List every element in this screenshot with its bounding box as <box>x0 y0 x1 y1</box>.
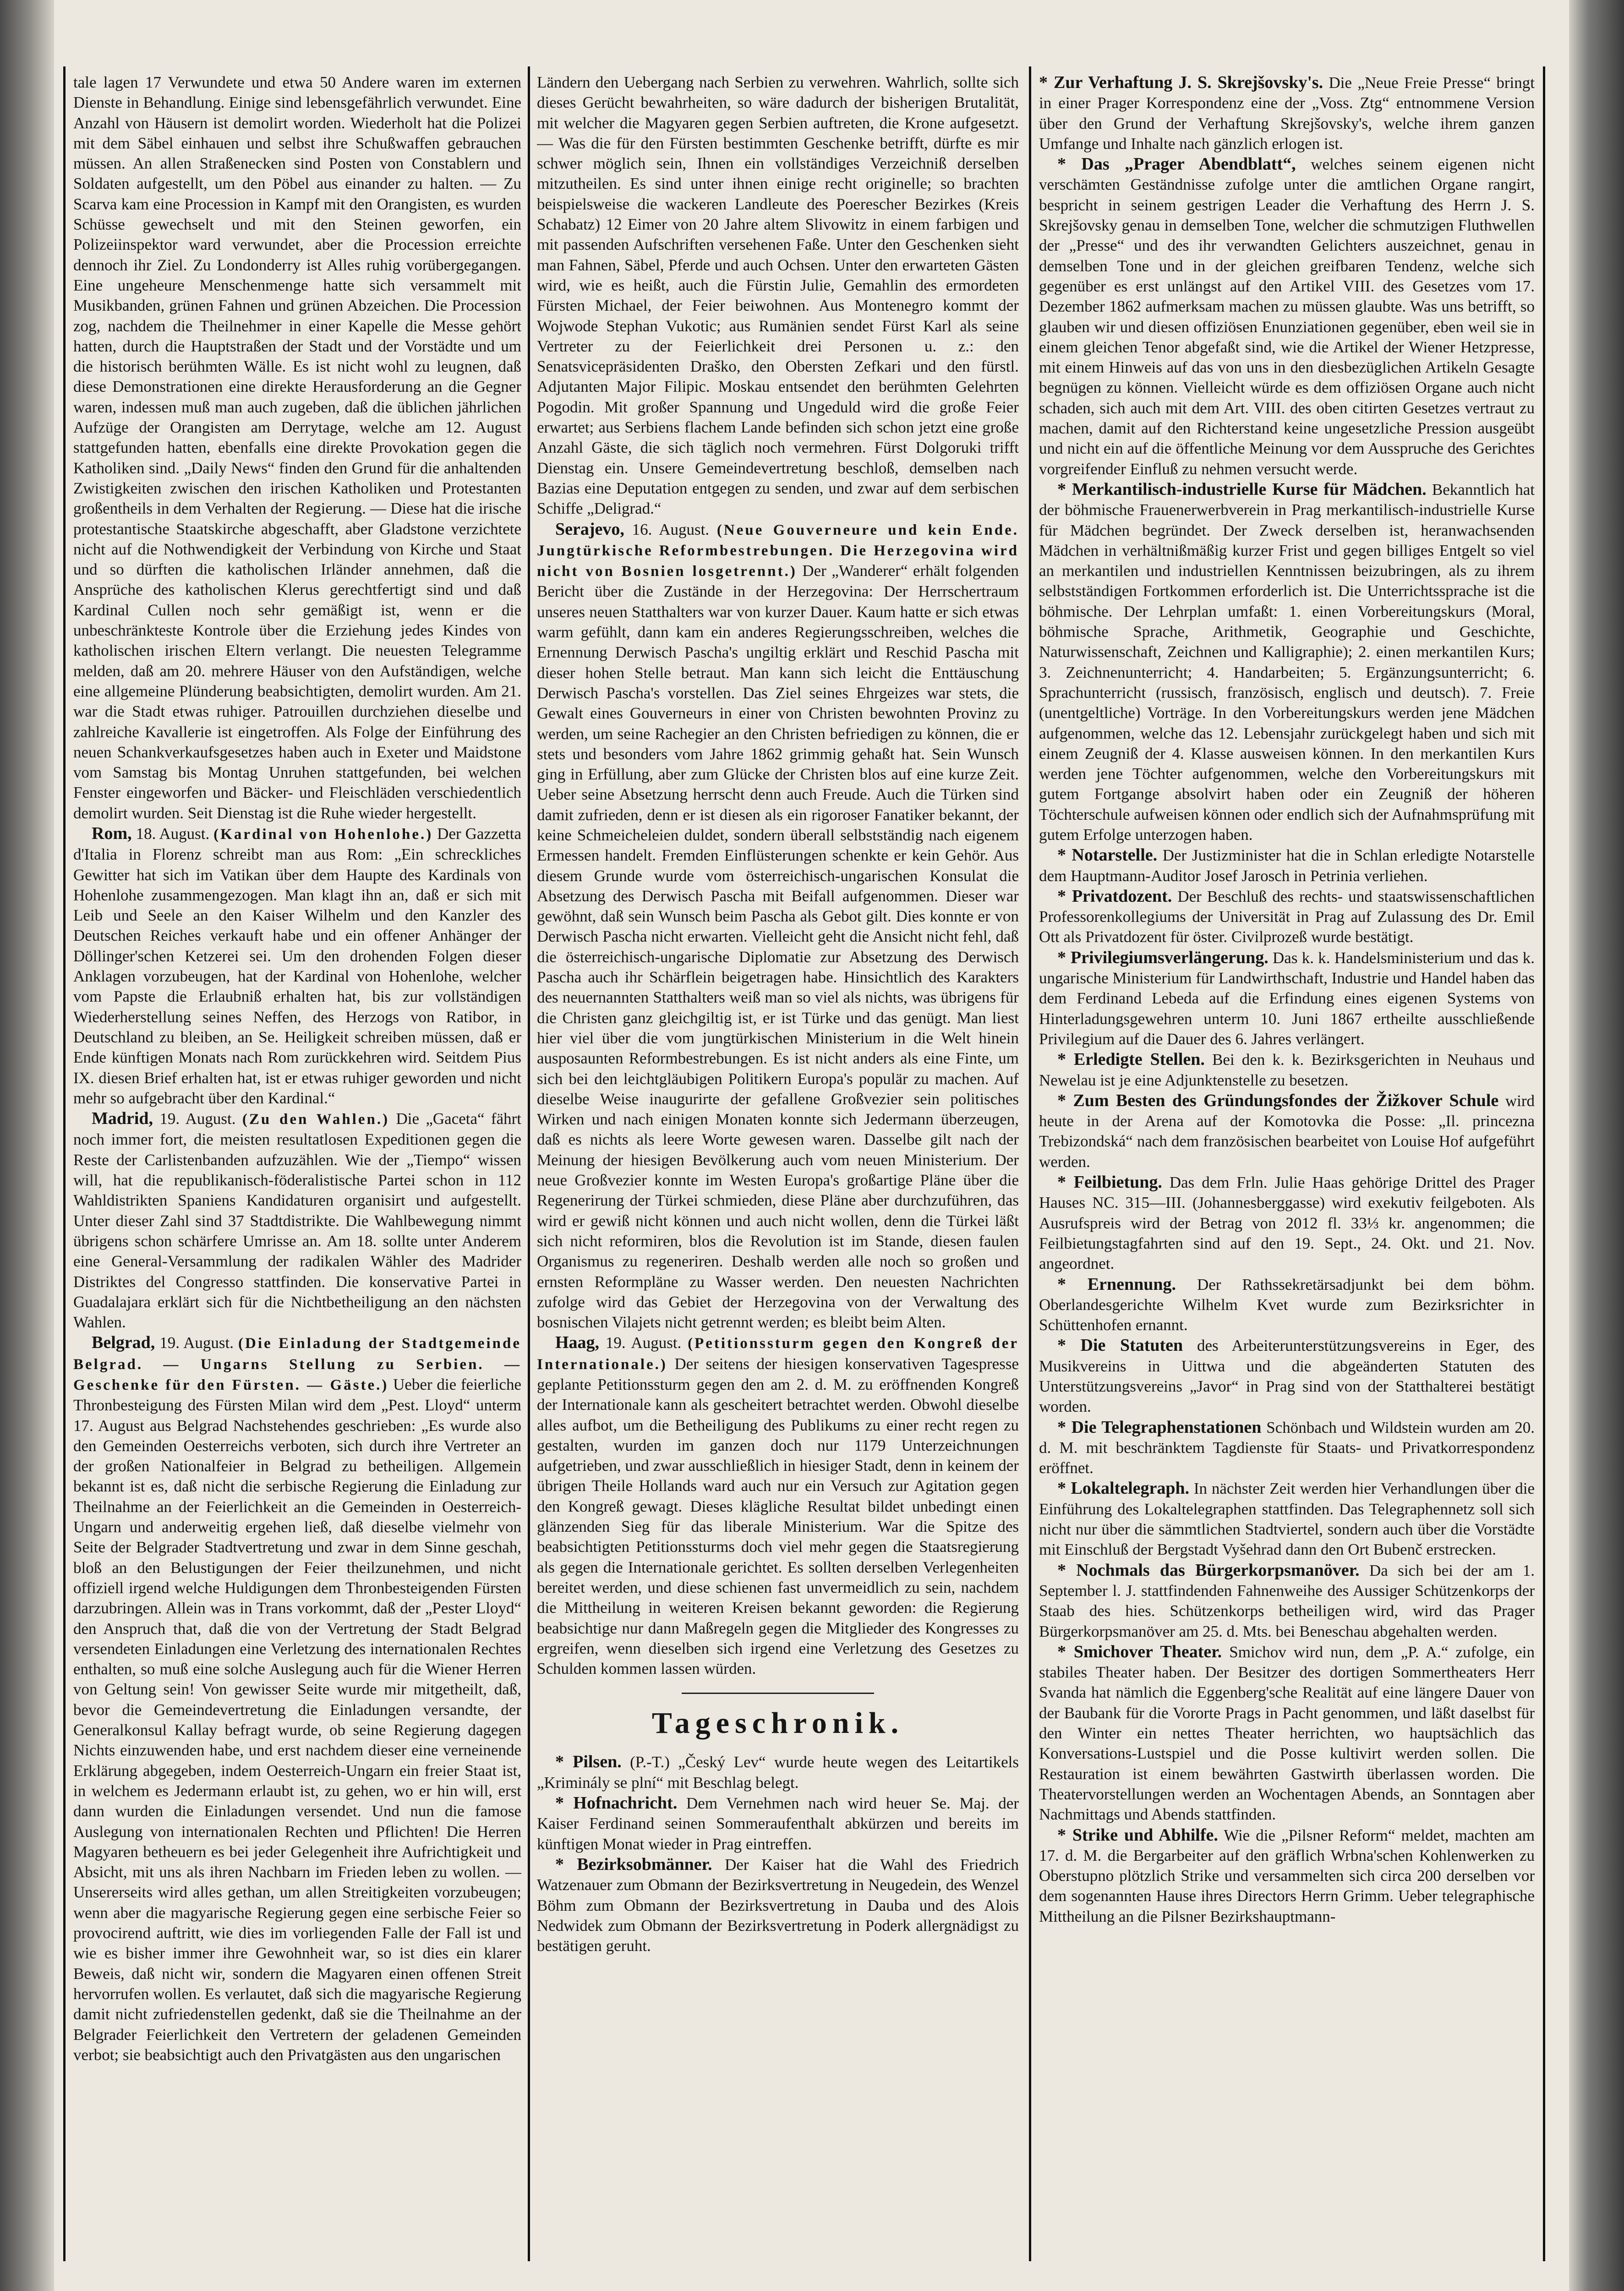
article-paragraph <box>537 1752 1019 1793</box>
article-paragraph <box>1039 886 1535 948</box>
paragraph-text: Dem Vernehmen nach wird heuer Se. Maj. der Kaiser Ferdinand seinen Sommeraufenthalt abkürzen und bereits im künftigen Monat wieder in Prag eintreffen. <box>537 1794 1019 1853</box>
article-paragraph <box>1039 1478 1535 1560</box>
paragraph-lead: * Das „Prager Abendblatt“, <box>1057 154 1296 174</box>
paragraph-text: Ländern den Uebergang nach Serbien zu verwehren. Wahrlich, sollte sich dieses Gerücht bewahrheiten, so wäre dadurch der bisherigen Brutalität, mit welcher die Magyaren gegen Serbien auftreten, die Krone aufgesetzt. — Was die für den Fürsten bestimmten Geschenke betrifft, dürfte es mir schwer möglich sein, Ihnen ein vollständiges Verzeichniß derselben mitzutheilen. Es sind unter ihnen einige recht originelle; so brachten beispielsweise die wackeren Landleute des Poerescher Bezirkes (Kreis Schabatz) 12 Eimer von 20 Jahre altem Slivowitz in einem farbigen und mit passenden Aufschriften versehenen Faße. Unter den Geschenken sieht man Fahnen, Säbel, Pferde und auch Ochsen. Unter den erwarteten Gästen wird, wie es heißt, auch die Fürstin Julie, Gemahlin des ermordeten Fürsten Michael, der Feier beiwohnen. Aus Montenegro kommt der Wojwode Stephan Vukotic; aus Rumänien sendet Fürst Karl als seine Vertreter zu der Feierlichkeit drei Personen u. z.: den Senatsvicepräsidenten Draško, den Obersten Zefkari und den fürstl. Adjutanten Major Filipic. Moskau entsendet den berühmten Gelehrten Pogodin. Mit großer Spannung und Ungeduld wird die große Feier erwartet; aus Serbiens flachem Lande befinden sich schon jetzt eine große Anzahl Gäste, die sich täglich noch vermehren. Fürst Dolgoruki trifft Dienstag ein. Unsere Gemeindevertretung beschloß, demselben nach Bazias eine Deputation entgegen zu senden, und zwar auf dem serbischen Schiffe „Deligrad.“ <box>537 73 1019 518</box>
article-paragraph <box>1039 1049 1535 1091</box>
paragraph-lead: * Privilegiumsverlängerung. <box>1057 948 1269 967</box>
paragraph-text: Der seitens der hiesigen konservativen Tagespresse geplante Petitionssturm gegen den am 2. d. M. zu eröffnenden Kongreß der Internationale kann als gescheitert betrachtet werden. Obwohl dieselbe alles aufbot, um die Betheiligung des Publikums zu einer recht regen zu gestalten, wurden im ganzen doch nur 1179 Unterzeichnungen aufgetrieben, und zwar ausschließlich in hiesiger Stadt, denn in keinem der übrigen Theile Hollands ward auch nur ein Versuch zur Agitation gegen den Kongreß gewagt. Dieses klägliche Resultat bildet unbedingt einen glänzenden Sieg für das liberale Ministerium. War die Spitze des beabsichtigten Petitionssturms doch viel mehr gegen die Staatsregierung als gegen die Internationale gerichtet. Es sollten derselben Verlegenheiten bereitet werden, und diese schienen fast unvermeidlich zu sein, nachdem die Mittheilung in weiteren Kreisen bekannt geworden: die Regierung beabsichtige nur dann Maßregeln gegen die Mitglieder des Kongresses zu ergreifen, wenn dieselben sich irgend eine Verletzung des Gesetzes zu Schulden kommen lassen würden. <box>537 1354 1019 1678</box>
paragraph-date: 19. August. <box>159 1334 234 1352</box>
column-rule-left <box>63 66 66 2261</box>
paragraph-text: Bei den k. k. Bezirksgerichten in Neuhaus und Newelau ist je eine Adjunktenstelle zu besetzen. <box>1039 1051 1535 1089</box>
paragraph-lead: Haag, <box>555 1333 600 1353</box>
column-rule-right <box>1543 66 1545 2261</box>
paragraph-text: Die „Gaceta“ fährt noch immer fort, die meisten resultatlosen Expeditionen gegen die Reste der Carlistenbanden aufzuzählen. Wie der „Tiempo“ wissen will, hat die republikanisch-föderalistische Partei schon in 112 Wahldistrikten Spaniens Kandidaturen organisirt und aufgestellt. Unter dieser Zahl sind 37 Stadtdistrikte. Die Wahlbewegung nimmt übrigens schon schärfere Umrisse an. Am 18. sollte unter Anderem eine General-Versammlung der radikalen Wähler des Madrider Distriktes del Congresso stattfinden. Die konservative Partei in Guadalajara erklärt sich für die Nichtbetheiligung an den nächsten Wahlen. <box>73 1110 521 1332</box>
article-paragraph <box>73 1332 521 2065</box>
scan-edge-right <box>1569 0 1624 2291</box>
paragraph-text: Die „Neue Freie Presse“ bringt in einer Prager Korrespondenz eine der „Voss. Ztg“ entnommene Version über den Grund der Verhaftung Skrejšovsky's, welche ihrem ganzen Umfange und Inhalte nach gänzlich erlogen ist. <box>1039 74 1535 153</box>
paragraph-text: Der Kaiser hat die Wahl des Friedrich Watzenauer zum Obmann der Bezirksvertretung in Neugedein, des Wenzel Böhm zum Obmann der Bezirksvertretung in Dauba und des Alois Nedwidek zum Obmann der Bezirksvertretung in Poderk allergnädigst zu bestätigen geruht. <box>537 1855 1019 1955</box>
column-rule-2-3 <box>1029 66 1031 2261</box>
article-paragraph <box>537 72 1019 519</box>
paragraph-text: Schönbach und Wildstein wurden am 20. d. M. mit beschränktem Tagdienste für Staats- und Privatkorrespondenz eröffnet. <box>1039 1418 1535 1477</box>
paragraph-date: 16. August. <box>632 520 710 538</box>
article-paragraph <box>1039 948 1535 1049</box>
paragraph-lead: * Pilsen. <box>555 1752 622 1772</box>
article-paragraph <box>1039 72 1535 154</box>
column-rule-1-2 <box>528 66 530 2261</box>
paragraph-lead: * Notarstelle. <box>1057 845 1158 865</box>
paragraph-lead: * Privatdozent. <box>1057 886 1172 906</box>
paragraph-text: Der Rathssekretärsadjunkt bei dem böhm. Oberlandesgerichte Wilhelm Kvet wurde zum Bezirksrichter in Schüttenhofen ernannt. <box>1039 1275 1535 1334</box>
article-paragraph <box>1039 1825 1535 1927</box>
paragraph-date: 18. August. <box>136 824 210 843</box>
paragraph-text: welches seinem eigenen nicht verschämten Geständnisse zufolge unter die amtlichen Organe rangirt, bespricht in seinem gestrigen Leader die Verhaftung des Herrn J. S. Skrejšovsky genau in demselben Tone, welcher die schmutzigen Fluthwellen der „Presse“ und des ihr verwandten Gelichters auszeichnet, genau in demselben Tone und in der gleichen greifbaren Tendenz, welche sich gegenüber es erst unlängst auf den Artikel VIII. des Gesetzes vom 17. Dezember 1862 aufmerksam machen zu müssen glaubte. Was uns betrifft, so glauben wir und diesen offiziösen Enunziationen gegenüber, eben weil sie in einem gleichen Tenor abgefaßt sind, wie die Artikel der Wiener Hetzpresse, mit einem Hinweis auf das von uns in den diesbezüglichen Artikeln Gesagte begnügen zu können. Vielleicht würde es dem offiziösen Organe auch nicht schaden, sich auch mit dem Art. VIII. des oben citirten Gesetzes vertraut zu machen, damit auf den Richterstand keine ungesetzliche Pression ausgeübt und nicht ein auf die öffentliche Meinung vor dem Ausspruche des Gerichtes vorgreifender Einfluß zu nehmen versucht werde. <box>1039 155 1535 478</box>
paragraph-subtitle: (Zu den Wahlen.) <box>242 1111 390 1128</box>
paragraph-date: 19. August. <box>159 1110 236 1128</box>
paragraph-lead: Serajevo, <box>555 519 624 539</box>
paragraph-lead: * Bezirksobmänner. <box>555 1854 712 1874</box>
column-2 <box>537 72 1019 2258</box>
paragraph-lead: * Die Statuten <box>1057 1336 1183 1355</box>
paragraph-text: (P.-T.) „Český Lev“ wurde heute wegen des Leitartikels „Kriminály se plní“ mit Beschlag belegt. <box>537 1753 1019 1792</box>
paragraph-lead: * Smichover Theater. <box>1057 1642 1222 1661</box>
paragraph-subtitle: (Petitionssturm gegen den Kongreß der Internationale.) <box>537 1335 1019 1373</box>
column-3 <box>1039 72 1535 2258</box>
paragraph-lead: * Hofnachricht. <box>555 1793 678 1813</box>
paragraph-text: Wie die „Pilsner Reform“ meldet, machten am 17. d. M. die Bergarbeiter auf den gräflich Wrbna'schen Kohlenwerken zu Oberstupno plötzlich Strike und versammelten sich circa 200 derselben vor dem sogenannten Hause ihres Directors Herrn Grimm. Ueber telegraphische Mittheilung an die Pilsner Bezirkshauptmann- <box>1039 1826 1535 1925</box>
paragraph-text: In nächster Zeit werden hier Verhandlungen über die Einführung des Lokaltelegraphen stattfinden. Das Telegraphennetz soll sich nicht nur über die sämmtlichen Stadtviertel, sondern auch über die Vorstädte mit Einschluß der Bergstadt Vyšehrad dann den Ort Bubenč erstrecken. <box>1039 1480 1535 1559</box>
article-paragraph <box>1039 1274 1535 1336</box>
article-paragraph <box>1039 154 1535 479</box>
article-paragraph <box>537 1332 1019 1679</box>
article-paragraph <box>73 72 521 823</box>
paragraph-text: Der Beschluß des rechts- und staatswissenschaftlichen Professorenkollegiums der Universität in Prag auf Zulassung des Dr. Emil Ott als Privatdozent für öster. Civilprozeß wurde bestätigt. <box>1039 887 1535 946</box>
paragraph-text: Das dem Frln. Julie Haas gehörige Drittel des Prager Hauses NC. 315—III. (Johannesberggasse) wird exekutiv feilgeboten. Als Ausrufspreis wird der Betrag von 2012 fl. 33⅓ kr. angenommen; die Feilbietungstagfahrten sind auf den 19. Sept., 24. Okt. und 21. Nov. angeordnet. <box>1039 1173 1535 1273</box>
paragraph-text: Da sich bei der am 1. September l. J. stattfindenden Fahnenweihe des Aussiger Schützenkorps der Staab des hies. Schützenkorps betheiligen wird, wird das Prager Bürgerkorpsmanöver am 25. d. Mts. bei Beneschau abgehalten werden. <box>1039 1561 1535 1640</box>
paragraph-text: Der Gazzetta d'Italia in Florenz schreibt man aus Rom: „Ein schreckliches Gewitter hat sich im Vatikan über dem Haupte des Kardinals von Hohenlohe zusammengezogen. Man klagt ihn an, daß er sich mit Leib und Seele an den Kaiser Wilhelm und den Kanzler des Deutschen Reiches verkauft habe und ein offener Anhänger der Döllinger'schen Ketzerei sei. Um den drohenden Folgen dieser Anklagen vorzubeugen, hat der Kardinal von Hohenlohe, welcher vom Papste die Erlaubniß erhalten hat, bis zur vollständigen Wiederherstellung seines Neffen, des Herzogs von Ratibor, in Deutschland zu bleiben, an Se. Heiligkeit schreiben müssen, daß er Ende künftigen Monats nach Rom zurückkehren wird. Seitdem Pius IX. diesen Brief erhalten hat, ist er etwas ruhiger geworden und nicht mehr so aufgebracht über den Kardinal.“ <box>73 824 521 1107</box>
paragraph-text: tale lagen 17 Verwundete und etwa 50 Andere waren im externen Dienste in Behandlung. Einige sind lebensgefährlich verwundet. Eine Anzahl von Häusern ist demolirt worden. Wiederholt hat die Polizei mit dem Säbel einhauen und selbst ihre Schußwaffen gebrauchen müssen. An allen Straßenecken sind Posten von Constablern und Soldaten aufgestellt, um den Pöbel aus einander zu halten. — Zu Scarva kam eine Procession in Kampf mit den Orangisten, es wurden Schüsse gewechselt und mit den Steinen geworfen, ein Polizeiinspektor ward verwundet, aber die Procession erreichte dennoch ihr Ziel. Zu Londonderry ist Alles ruhig vorübergegangen. Eine ungeheure Menschenmenge hatte sich versammelt mit Musikbanden, grünen Fahnen und grünen Abzeichen. Die Procession zog, nachdem die Theilnehmer in einer Kapelle die Messe gehört hatten, durch die Hauptstraßen der Stadt und der Vorstädte und um die historisch berühmten Wälle. Es ist nicht wohl zu leugnen, daß diese Demonstrationen eine direkte Herausforderung an die Gegner waren, indessen muß man auch zugeben, daß die üblichen jährlichen Aufzüge der Orangisten am Derrytage, welche am 12. August stattgefunden hatten, ebenfalls eine direkte Provokation gegen die Katholiken sind. „Daily News“ finden den Grund für die anhaltenden Zwistigkeiten zwischen den irischen Katholiken und Protestanten großentheils in dem Verhalten der Regierung. — Diese hat die irische protestantische Staatskirche abgeschafft, aber Gladstone verzichtete nicht auf die Nothwendigkeit der Verbindung von Kirche und Staat und so dürften die katholischen Irländer annehmen, daß die Ansprüche des katholischen Klerus gerechtfertigt sind und daß Kardinal Cullen noch sehr gemäßigt ist, wenn er die unbeschränkteste Kontrole über die Erziehung jedes Kindes von katholischen irischen Eltern verlangt. Die neuesten Telegramme melden, daß am 20. mehrere Häuser von den Aufständigen, welche eine allgemeine Plünderung beabsichtigten, demolirt wurden. Am 21. war die Stadt etwas ruhiger. Patrouillen durchziehen dieselbe und zahlreiche Kavallerie ist eingetroffen. Als Folge der Einführung des neuen Schankverkaufsgesetzes haben auch in Exeter und Maidstone vom Samstag bis Montag Unruhen stattgefunden, bei welchen Fenster eingeworfen und Bäcker- und Fleischläden verschiedentlich demolirt wurden. Seit Dienstag ist die Ruhe wieder hergestellt. <box>73 73 521 822</box>
paragraph-subtitle: (Neue Gouverneure und kein Ende. Jungtürkische Reformbestrebungen. Die Herzegovina wird nicht von Bosnien losgetrennt.) <box>537 521 1019 580</box>
paragraph-lead: * Ernennung. <box>1057 1274 1176 1294</box>
paragraph-lead: * Zum Besten des Gründungsfondes der Žižkover Schule <box>1057 1091 1499 1110</box>
article-paragraph <box>1039 1417 1535 1479</box>
paragraph-text: Smichov wird nun, dem „P. A.“ zufolge, ein stabiles Theater haben. Der Besitzer des dortigen Sommertheaters Herr Svanda hat nämlich die Eggenberg'sche Realität auf eine längere Dauer von der Baubank für die Vororte Prags in Pacht genommen, und läßt daselbst für den Winter ein nettes Theater herrichten, wo hauptsächlich das Konversations-Lustspiel und die Posse kultivirt werden sollen. Die Restauration ist einem bewährten Gastwirth überlassen worden. Die Theatervorstellungen werden an Wochentagen Abends, an Sonntagen aber Nachmittags und Abends stattfinden. <box>1039 1643 1535 1824</box>
article-paragraph <box>537 1854 1019 1956</box>
paragraph-text: Das k. k. Handelsministerium und das k. ungarische Ministerium für Landwirthschaft, Industrie und Handel haben das dem Ferdinand Lebeda auf die Erfindung eines eigenen Systems von Hinterladungsgewehren unterm 10. Juni 1867 ertheilte ausschließende Privilegium auf die Dauer des 6. Jahres verlängert. <box>1039 948 1535 1048</box>
article-paragraph <box>73 1108 521 1332</box>
paragraph-lead: * Strike und Abhilfe. <box>1057 1825 1218 1845</box>
paragraph-lead: * Feilbietung. <box>1057 1173 1162 1192</box>
paragraph-lead: Rom, <box>92 823 132 843</box>
paragraph-lead: * Nochmals das Bürgerkorpsmanöver. <box>1057 1560 1360 1580</box>
article-paragraph <box>1039 1091 1535 1172</box>
article-paragraph <box>1039 845 1535 886</box>
article-paragraph <box>73 823 521 1108</box>
section-heading: Tageschronik. <box>537 1693 1019 1742</box>
article-paragraph <box>1039 1560 1535 1642</box>
paragraph-date: 19. August. <box>605 1334 682 1352</box>
paragraph-lead: * Merkantilisch-industrielle Kurse für Mädchen. <box>1057 479 1427 499</box>
article-paragraph <box>1039 1172 1535 1274</box>
paragraph-text: wird heute in der Arena auf der Komotovka die Posse: „Il. princezna Trebizondská“ nach dem französischen bearbeitet von Louise Hof aufgeführt werden. <box>1039 1091 1535 1171</box>
article-paragraph <box>1039 1642 1535 1825</box>
paragraph-text: Bekanntlich hat der böhmische Frauenerwerbverein in Prag merkantilisch-industrielle Kurse für Mädchen begründet. Der Zweck derselben ist, heranwachsenden Mädchen in verhältnißmäßig kurzer Frist und gegen billiges Entgelt so viel an merkantilen und industriellen Kenntnissen beizubringen, als zu ihrem selbstständigen Fortkommen erforderlich ist. Die Unterrichtssprache ist die böhmische. Der Lehrplan umfaßt: 1. einen Vorbereitungskurs (Moral, böhmische Sprache, Arithmetik, Geographie und Geschichte, Naturwissenschaft, Zeichnen und Kalligraphie); 2. einen merkantilen Kurs; 3. Zeichnenunterricht; 4. Handarbeiten; 5. Ergänzungsunterricht; 6. Sprachunterricht (russisch, französisch, englisch und deutsch). 7. Freie (unentgeltliche) Vorträge. In den Vorbereitungskurs werden jene Mädchen aufgenommen, welche das 12. Lebensjahr zurückgelegt haben und sich mit einem Zeugniß der 4. Klasse ausweisen können. In den merkantilen Kurs werden jene Töchter aufgenommen, welche den Vorbereitungskurs mit gutem Fortgange absolvirt haben oder ein Zeugniß der höheren Töchterschule aufweisen können oder endlich sich der Aufnahmsprüfung mit gutem Erfolge unterzogen haben. <box>1039 480 1535 844</box>
paragraph-lead: * Lokaltelegraph. <box>1057 1479 1190 1498</box>
article-paragraph <box>537 1793 1019 1854</box>
paragraph-subtitle: (Die Einladung der Stadtgemeinde Belgrad. — Ungarns Stellung zu Serbien. — Geschenke für den Fürsten. — Gäste.) <box>73 1335 521 1393</box>
paragraph-text: Ueber die feierliche Thronbesteigung des Fürsten Milan wird dem „Pest. Lloyd“ unterm 17. August aus Belgrad Nachstehendes geschrieben: „Es wurde also den Gemeinden Oesterreichs verboten, sich durch ihre Vertreter an der großen Nationalfeier in Belgrad zu betheiligen. Allgemein bekannt ist es, daß nicht die serbische Regierung die Einladung zur Theilnahme an der Feierlichkeit an die Gemeinden in Oesterreich-Ungarn und anderweitig ergehen ließ, daß dieselbe vielmehr von Seite der Belgrader Stadtvertretung und zwar in dem Sinne geschah, bloß an den Belustigungen der Feier theilzunehmen, und nicht offiziell irgend welche Huldigungen dem Thronbesteigenden Fürsten darzubringen. Allein was in Trans vorkommt, daß der „Pester Lloyd“ den Anspruch that, daß die von der Vertretung der Stadt Belgrad versendeten Einladungen eine Verletzung des internationalen Rechtes enthalten, so muß eine solche Auslegung auch für die Wiener Herren von Geltung sein! Von gewisser Seite wurde mir mitgetheilt, daß, bevor die Gemeindevertretung die Einladungen versandte, der Generalkonsul Kallay befragt wurde, ob seine Regierung dagegen Nichts einzuwenden habe, und erst nachdem dieser eine verneinende Erklärung abgegeben, indem Oesterreich-Ungarn ein freier Staat ist, in welchem es Jedermann erlaubt ist, zu gehen, wo er hin will, erst dann wurden die Einladungen versendet. Und nun die famose Auslegung von internationalen Rechten und Pflichten! Die Herren Magyaren betheuern es bei jeder Gelegenheit ihre Aufrichtigkeit und Absicht, mit uns als ihren Nachbarn im Frieden leben zu wollen. — Unsererseits wird alles gethan, um allen Streitigkeiten vorzubeugen; wenn aber die magyarische Regierung gegen eine serbische Feier so provocirend auftritt, wie dies im vorliegenden Falle der Fall ist und wie es bisher immer ihre Gewohnheit war, so ist dies ein klarer Beweis, daß nicht wir, sondern die Magyaren einen offenen Streit hervorrufen wollen. Es verlautet, daß sich die magyarische Regierung damit nicht zufriedenstellen gedenkt, daß sie die Theilnahme an der Belgrader Feierlichkeit den Vertretern der geladenen Gemeinden verbot; sie beabsichtigt auch den Privatgästen aus den ungarischen <box>73 1376 521 2064</box>
paragraph-lead: * Erledigte Stellen. <box>1057 1050 1205 1069</box>
article-paragraph <box>1039 1335 1535 1417</box>
paragraph-text: Der Justizminister hat die in Schlan erledigte Notarstelle dem Hauptmann-Auditor Josef Jarosch in Petrinia verliehen. <box>1039 846 1535 885</box>
article-paragraph <box>1039 479 1535 845</box>
article-paragraph <box>537 519 1019 1333</box>
paragraph-text: des Arbeiterunterstützungsvereins in Eger, des Musikvereins in Uittwa und die abgeänderten Statuten des Unterstützungsvereins „Javor“ in Prag sind von der Statthalterei bestätigt worden. <box>1039 1337 1535 1416</box>
paragraph-subtitle: (Kardinal von Hohenlohe.) <box>213 826 433 843</box>
paragraph-lead: Belgrad, <box>92 1333 155 1353</box>
column-1 <box>73 72 521 2258</box>
paragraph-lead: * Zur Verhaftung J. S. Skrejšovsky's. <box>1039 73 1323 92</box>
paragraph-text: Der „Wanderer“ erhält folgenden Bericht über die Zustände in der Herzegovina: Der Herrschertraum unseres neuen Statthalters war von kurzer Dauer. Kaum hatte er sich etwas warm gefühlt, dann kam ein anderes Regierungsschreiben, welches die Ernennung Derwisch Pascha's ungiltig erklärt und Reschid Pascha mit dieser hohen Stelle betraut. Man kann sich leicht die Enttäuschung Derwisch Pascha's vorstellen. Das Ziel seines Ehrgeizes war stets, die Gewalt eines Gouverneurs in einer von Christen bewohnten Provinz zu werden, um seine Rachegier an den Christen befriedigen zu können, die er stets und besonders vom Jahre 1862 grimmig gehaßt hat. Sein Wunsch ging in Erfüllung, aber zum Glücke der Christen blos auf eine kurze Zeit. Ueber seine Absetzung herrscht denn auch Freude. Auch die Türken sind damit zufrieden, denn er ist diesen als ein rigoroser Fanatiker bekannt, der keine Schmeicheleien duldet, sondern überall selbstständig nach eigenem Ermessen handelt. Fremden Einflüsterungen schenkte er kein Gehör. Aus diesem Grunde wurde vom österreichisch-ungarischen Konsulat die Absetzung des Derwisch Pascha mit Beifall aufgenommen. Dieser war gewöhnt, daß sein Wunsch beim Pascha als Gebot gilt. Dies konnte er von Derwisch Pascha nicht erwarten. Vielleicht geht die Ansicht nicht fehl, daß die österreichisch-ungarische Diplomatie zur Absetzung des Derwisch Pascha auch ihr Schärflein beigetragen habe. Hinsichtlich des Karakters des neuernannten Statthalters weiß man so viel als nichts, was übrigens für die Christen ganz gleichgiltig ist, er ist Türke und das genügt. Man liest hier viel über die vom jungtürkischen Ministerium in die Welt hinein ausposaunten Reformbestrebungen. Es ist nicht anders als eine Finte, um sich bei den leichtgläubigen Politikern Europa's populär zu machen. Auf dieselbe Weise inaugurirte der gefallene Großvezier sein politisches Wirken und nach einigen Monaten konnte sich Jedermann überzeugen, daß es nichts als leere Worte gewesen waren. Dasselbe gilt nach der Meinung der hiesigen Bevölkerung auch vom neuen Ministerium. Der neue Großvezier konnte im Westen Europa's großartige Pläne über die Regenerirung der Türkei schmieden, diese Pläne aber durchzuführen, das wird er gewiß nicht können und auch nicht wollen, denn die Türkei läßt sich nicht reformiren, blos die Revolution ist im Stande, diesen faulen Organismus zu regeneriren. Deshalb werden alle noch so großen und ernsten Reformpläne zu Wasser werden. Den neuesten Nachrichten zufolge wird das Gebiet der Herzegovina von der Verwaltung des bosnischen Vilajets nicht getrennt werden; es bleibt beim Alten. <box>537 562 1019 1332</box>
paragraph-lead: Madrid, <box>92 1109 153 1129</box>
scan-edge-left <box>0 0 54 2291</box>
paragraph-lead: * Die Telegraphenstationen <box>1057 1417 1262 1437</box>
